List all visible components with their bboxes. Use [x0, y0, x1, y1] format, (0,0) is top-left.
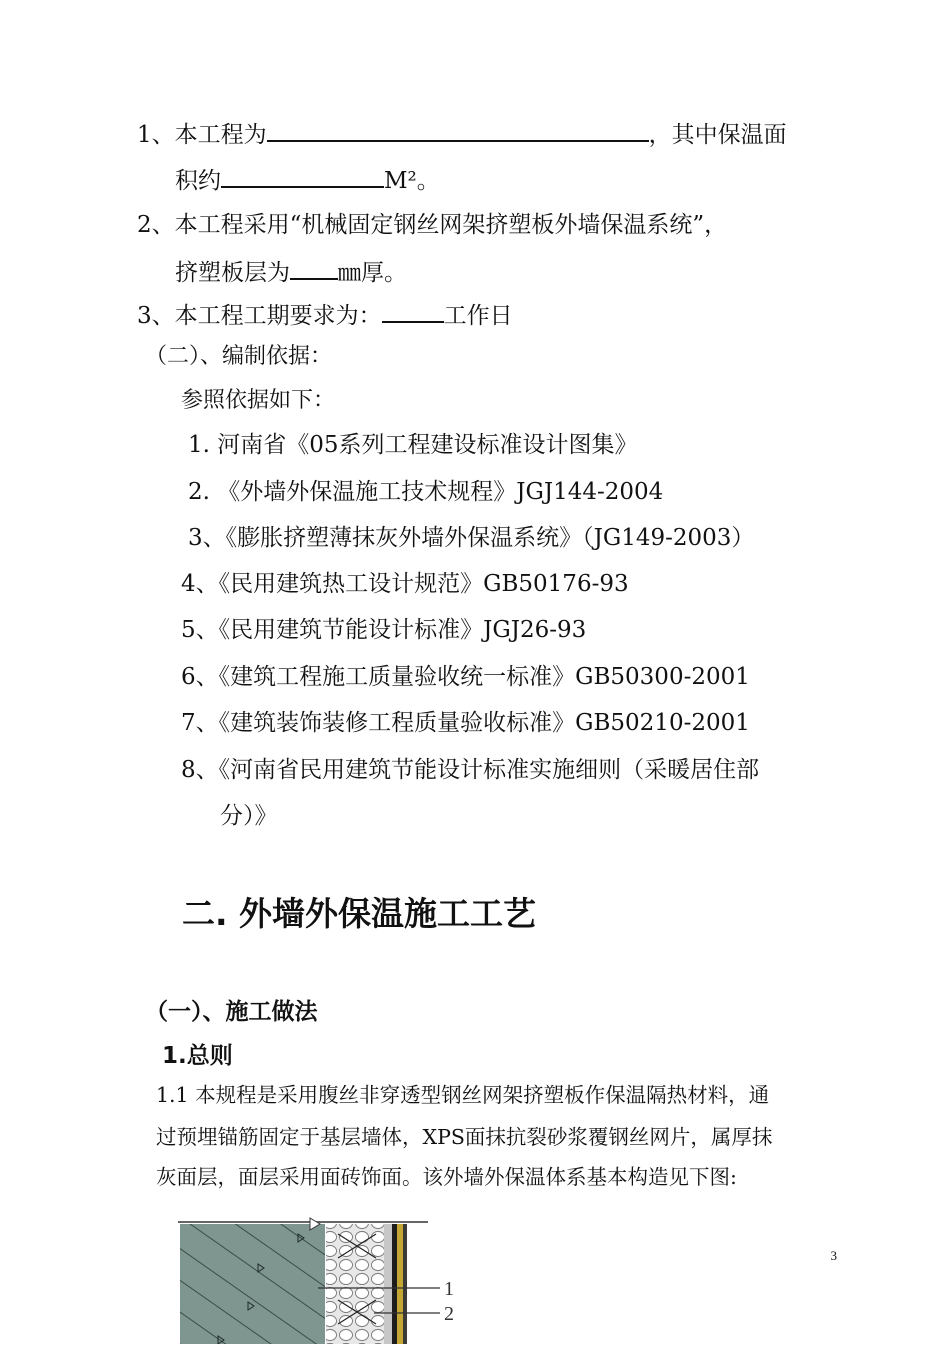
section-basis-intro: 参照依据如下：	[181, 388, 336, 413]
reference-item: 8、《河南省民用建筑节能设计标准实施细则（采暖居住部	[181, 757, 760, 783]
section-basis-heading: （二）、编制依据：	[145, 344, 333, 369]
item-1b-suffix: M²。	[384, 168, 440, 194]
item-1-suffix: ，其中保温面	[648, 122, 787, 148]
item-1-line-2	[175, 164, 440, 196]
item-2-line-2	[175, 256, 407, 288]
item-3	[137, 299, 513, 331]
reference-item: 7、《建筑装饰装修工程质量验收标准》GB50210-2001	[181, 710, 750, 736]
item-2b-suffix: ㎜厚。	[338, 260, 407, 286]
page-number: 3	[830, 1248, 837, 1263]
reference-item: 2. 《外墙外保温施工技术规程》JGJ144-2004	[188, 479, 664, 505]
wall-construction-diagram	[178, 1216, 478, 1344]
item-2b-prefix: 挤塑板层为	[175, 260, 290, 286]
paragraph-line: 1.1 本规程是采用腹丝非穿透型钢丝网架挤塑板作保温隔热材料，通	[156, 1083, 770, 1107]
reference-item: 5、《民用建筑节能设计标准》JGJ26-93	[181, 617, 587, 643]
fill-blank-duration	[382, 299, 444, 323]
paragraph-line: 过预埋锚筋固定于基层墙体，XPS面抹抗裂砂浆覆钢丝网片，属厚抹	[156, 1125, 773, 1149]
figure-label-2: 2	[444, 1303, 454, 1325]
item-2-line-1: 2、本工程采用“机械固定钢丝网架挤塑板外墙保温系统”，	[137, 212, 728, 238]
fill-blank-area	[221, 164, 384, 188]
subsection-heading: （一）、施工做法	[145, 999, 318, 1025]
reference-item: 1. 河南省《05系列工程建设标准设计图集》	[188, 432, 638, 458]
item-1-line-1	[137, 118, 787, 150]
fill-blank-project-name	[267, 118, 649, 142]
item-3-suffix: 工作日	[443, 303, 513, 329]
reference-item: 4、《民用建筑热工设计规范》GB50176-93	[181, 571, 629, 597]
paragraph-line: 灰面层，面层采用面砖饰面。该外墙外保温体系基本构造见下图:	[156, 1165, 737, 1189]
figure-label-1: 1	[444, 1278, 454, 1300]
chapter-title: 二. 外墙外保温施工工艺	[182, 894, 537, 933]
item-1-prefix: 1、本工程为	[137, 122, 267, 148]
reference-item-continuation: 分）》	[220, 803, 278, 829]
reference-item: 3、《膨胀挤塑薄抹灰外墙外保温系统》（JG149-2003）	[188, 525, 755, 551]
item-1b-prefix: 积约	[175, 168, 221, 194]
general-heading: 1.总则	[162, 1043, 233, 1069]
item-3-prefix: 3、本工程工期要求为：	[137, 303, 382, 329]
fill-blank-thickness	[290, 256, 338, 280]
reference-item: 6、《建筑工程施工质量验收统一标准》GB50300-2001	[181, 664, 750, 690]
